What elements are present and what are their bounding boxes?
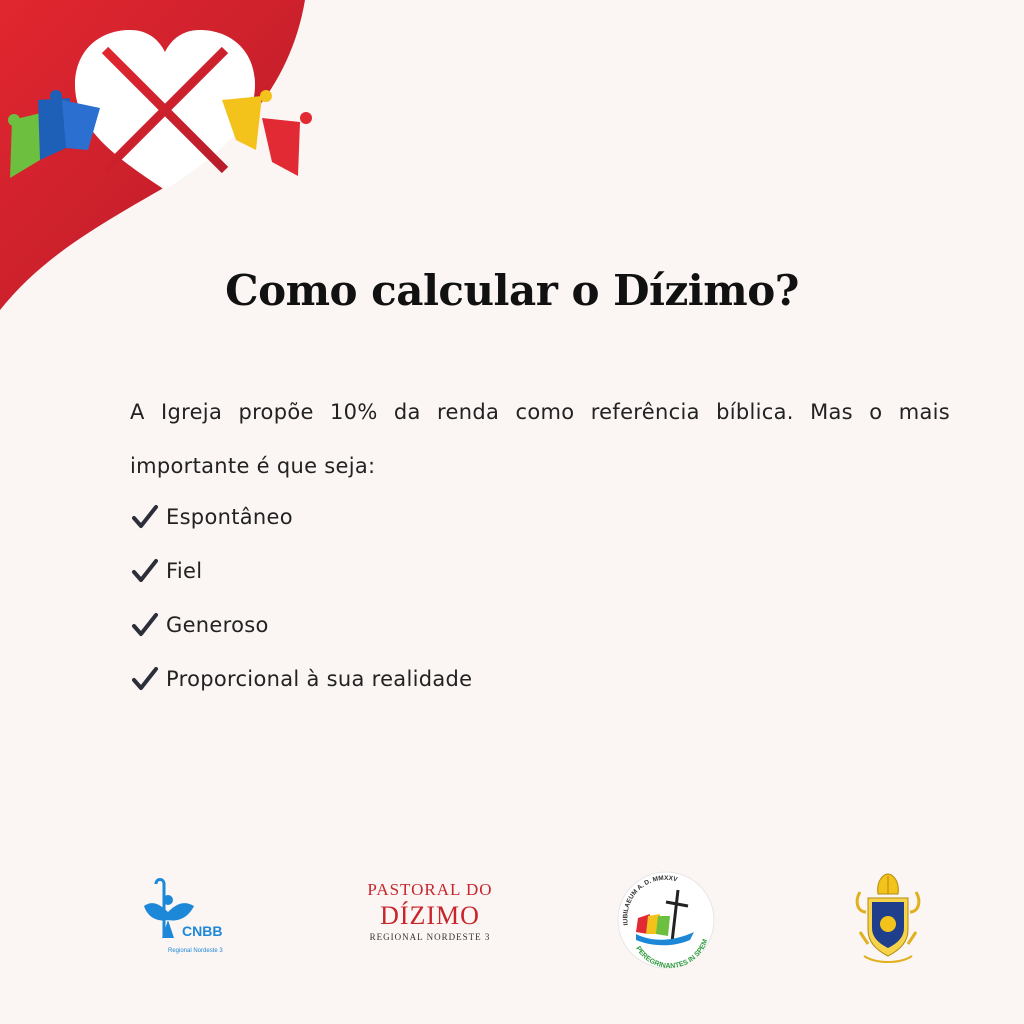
checklist-item-label: Proporcional à sua realidade	[166, 667, 473, 691]
intro-paragraph: A Igreja propõe 10% da renda como referência bíblica. Mas o mais importante é que seja:	[130, 400, 950, 478]
pastoral-line3: REGIONAL NORDESTE 3	[369, 932, 491, 942]
checklist-item	[130, 490, 472, 544]
pastoral-dizimo-logo	[350, 880, 510, 960]
checkmark-icon	[130, 556, 160, 586]
checklist-item	[130, 544, 472, 598]
checkmark-icon	[130, 664, 160, 694]
page-title: Como calcular o Dízimo?	[225, 266, 799, 315]
jubilee-logo	[616, 870, 716, 970]
checklist-item-label: Generoso	[166, 613, 269, 637]
pastoral-line1: PASTORAL DO	[367, 880, 493, 899]
jubilee-top-text: IUBILAEUM A. D. MMXXV	[622, 874, 679, 926]
cnbb-logo	[138, 878, 228, 958]
checkmark-icon	[130, 502, 160, 532]
checklist-item	[130, 598, 472, 652]
cnbb-name: CNBB	[182, 923, 223, 939]
pastoral-line2: DÍZIMO	[380, 901, 480, 930]
checklist-item-label: Fiel	[166, 559, 203, 583]
checkmark-icon	[130, 610, 160, 640]
diocese-coat-of-arms	[850, 872, 926, 964]
cnbb-subtitle: Regional Nordeste 3	[168, 948, 223, 954]
checklist-item	[130, 652, 472, 706]
checklist	[130, 490, 472, 706]
checklist-item-label: Espontâneo	[166, 505, 293, 529]
jubilee-bottom-text: PEREGRINANTES IN SPEM	[634, 938, 710, 970]
